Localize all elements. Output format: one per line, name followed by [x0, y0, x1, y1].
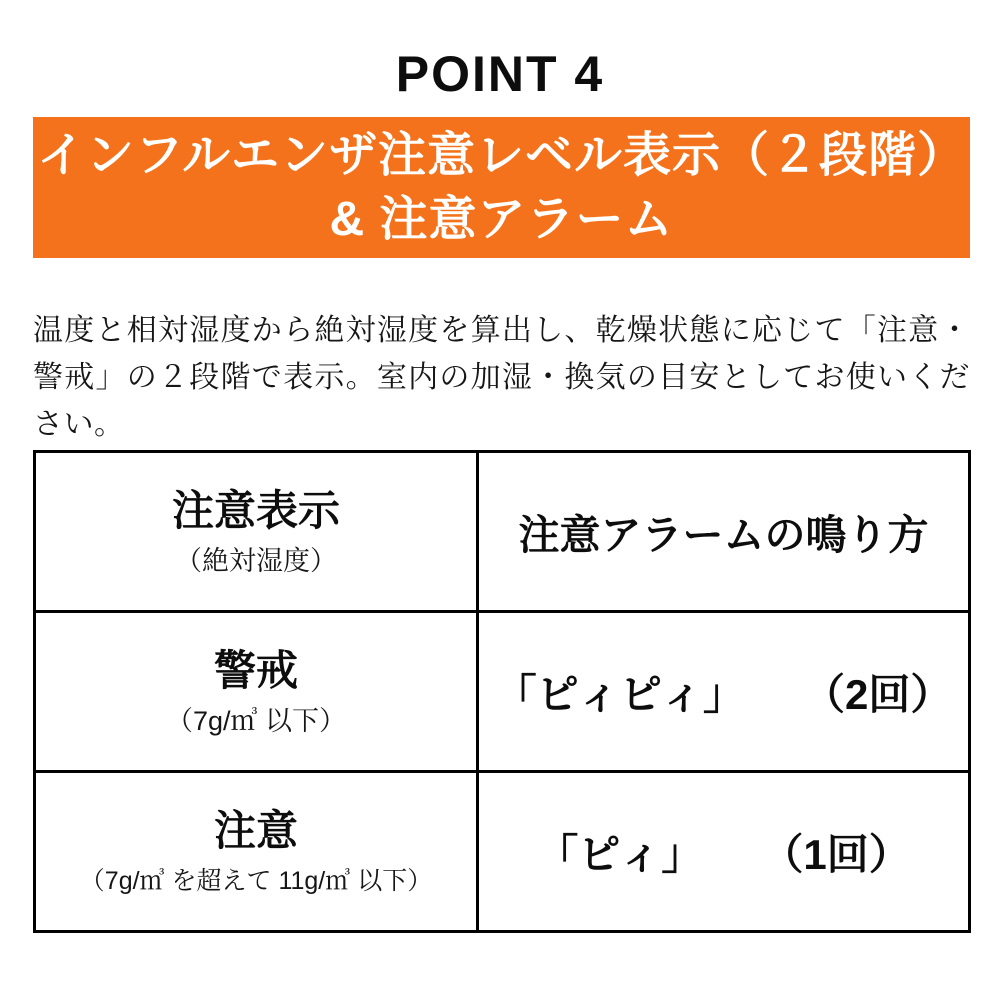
point-heading: POINT 4	[395, 46, 605, 102]
header-cell-alarm	[478, 452, 970, 612]
header-display-subtitle: （絶対湿度）	[175, 545, 337, 576]
table-row-warning	[35, 612, 970, 772]
caution-alarm-row	[479, 822, 968, 882]
header-display-stack	[36, 488, 476, 576]
table-header-row	[35, 452, 970, 612]
warning-alarm-count: （2回）	[802, 670, 953, 718]
banner-title-line1: インフルエンザ注意レベル表示（２段階）	[36, 128, 967, 182]
caution-alarm-cell	[478, 772, 970, 932]
warning-level-condition: （7g/㎥ 以下）	[165, 705, 347, 736]
warning-level-label: 警戒	[213, 646, 298, 694]
caution-alarm-sound: 「ピィ」	[536, 830, 704, 878]
caution-level-cell	[35, 772, 478, 932]
caution-level-stack	[36, 808, 476, 896]
table-row-caution	[35, 772, 970, 932]
feature-description: 温度と相対湿度から絶対湿度を算出し、乾燥状態に応じて「注意・警戒」の２段階で表示。室内の加湿・換気の目安としてお使いください。	[33, 314, 970, 441]
alarm-table	[33, 450, 971, 933]
caution-level-label: 注意	[213, 806, 298, 854]
caution-level-condition: （7g/㎥ を超えて 11g/㎥ 以下）	[79, 866, 433, 895]
warning-alarm-sound: 「ピィピィ」	[494, 670, 745, 718]
warning-alarm-row	[479, 662, 968, 722]
header-display-title: 注意表示	[171, 486, 340, 534]
warning-alarm-cell	[478, 612, 970, 772]
caution-alarm-count: （1回）	[761, 830, 911, 878]
header-cell-display	[35, 452, 478, 612]
header-alarm-title: 注意アラームの鳴り方	[518, 512, 929, 558]
feature-banner	[33, 117, 970, 258]
banner-title-line2: & 注意アラーム	[329, 192, 674, 246]
warning-level-cell	[35, 612, 478, 772]
warning-level-stack	[36, 648, 476, 736]
